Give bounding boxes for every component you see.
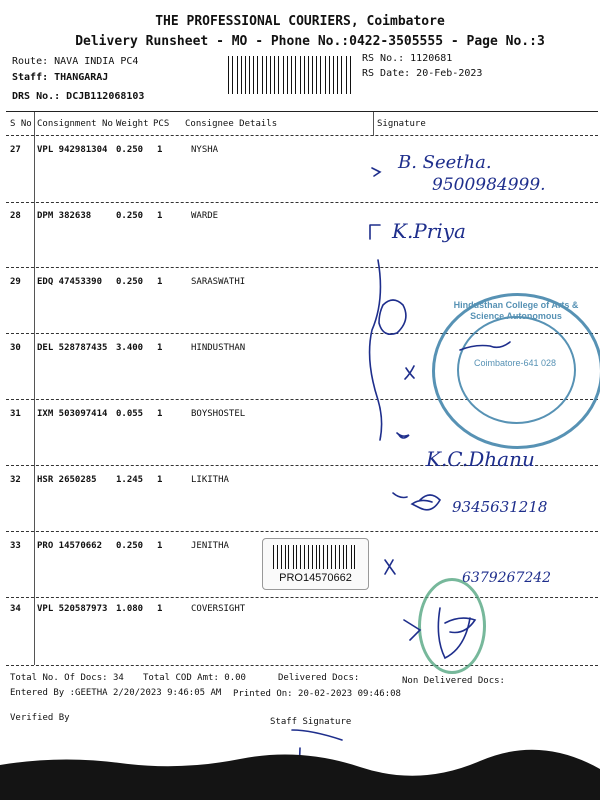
row-weight: 0.055: [116, 409, 144, 419]
row-weight: 0.250: [116, 541, 144, 551]
ink-sig-34b: [445, 618, 475, 632]
sig-27-name: B. Seetha.: [398, 152, 492, 173]
ink-mark-31: [397, 433, 409, 438]
row-sno: 30: [10, 343, 21, 353]
ink-mark-28: [370, 225, 380, 239]
row-sno: 29: [10, 277, 21, 287]
row-weight: 0.250: [116, 145, 144, 155]
non-delivered-docs: Non Delivered Docs:: [402, 676, 505, 686]
row-sno: 33: [10, 541, 21, 551]
row-weight: 3.400: [116, 343, 144, 353]
ink-mark-32: [393, 493, 407, 498]
row-consignment-no: PRO 14570662: [37, 541, 103, 551]
row-consignment-no: HSR 2650285: [37, 475, 97, 485]
total-cod: Total COD Amt: 0.00: [143, 673, 246, 683]
row-sno: 27: [10, 145, 21, 155]
ink-mark-34: [404, 620, 420, 640]
row-sno: 31: [10, 409, 21, 419]
ink-mark-27: [372, 168, 380, 176]
staff-signature-label: Staff Signature: [270, 717, 352, 727]
sig-31: K.C.Dhanu: [426, 447, 535, 471]
route-label: Route: NAVA INDIA PC4: [12, 56, 139, 67]
col-consignee: Consignee Details: [185, 119, 278, 129]
row-pcs: 1: [157, 145, 163, 155]
ink-sig-30: [460, 342, 510, 350]
row-weight: 1.080: [116, 604, 144, 614]
drs-number: DRS No.: DCJB112068103: [12, 91, 145, 102]
sig-33: 6379267242: [462, 570, 552, 586]
sig-27-phone: 9500984999.: [432, 175, 546, 195]
row-consignment-no: VPL 520587973: [37, 604, 108, 614]
col-pcs: PCS: [153, 119, 170, 129]
ink-stroke: [370, 260, 382, 440]
row-sno: 28: [10, 211, 21, 221]
ink-mark-33: [385, 560, 395, 574]
col-sno: S No: [10, 119, 32, 129]
row-weight: 0.250: [116, 211, 144, 221]
row-consignment-no: VPL 942981304: [37, 145, 108, 155]
row-sno: 32: [10, 475, 21, 485]
report-title: THE PROFESSIONAL COURIERS, Coimbatore: [155, 14, 445, 29]
printed-on: Printed On: 20-02-2023 09:46:08: [233, 689, 401, 699]
row-consignee: BOYSHOSTEL: [191, 409, 246, 419]
row-consignment-no: DPM 382638: [37, 211, 92, 221]
verified-by: Verified By: [10, 713, 70, 723]
col-weight: Weight: [116, 119, 149, 129]
col-consignment: Consignment No: [37, 119, 113, 129]
row-consignment-no: EDQ 47453390: [37, 277, 103, 287]
row-consignment-no: IXM 503097414: [37, 409, 108, 419]
staff-label: Staff: THANGARAJ: [12, 72, 109, 83]
row-consignee: LIKITHA: [191, 475, 229, 485]
row-pcs: 1: [157, 475, 163, 485]
row-consignee: JENITHA: [191, 541, 229, 551]
stamp-center-text: Coimbatore-641 028: [473, 358, 557, 368]
total-docs: Total No. Of Docs: 34: [10, 673, 124, 683]
row-pcs: 1: [157, 541, 163, 551]
row-consignment-no: DEL 528787435: [37, 343, 108, 353]
rs-number: RS No.: 1120681: [362, 53, 453, 64]
ink-circle: [379, 300, 406, 334]
row-weight: 1.245: [116, 475, 144, 485]
stamp-ring-text: Hindusthan College of Arts & Science Autonomous: [453, 300, 579, 321]
row-sno: 34: [10, 604, 21, 614]
col-signature: Signature: [377, 119, 426, 129]
row-pcs: 1: [157, 211, 163, 221]
row-consignee: HINDUSTHAN: [191, 343, 246, 353]
row-pcs: 1: [157, 604, 163, 614]
torn-edge: [0, 745, 600, 800]
delivered-docs: Delivered Docs:: [278, 673, 360, 683]
row-consignee: NYSHA: [191, 145, 219, 155]
report-subtitle: Delivery Runsheet - MO - Phone No.:0422-3505555 - Page No.:3: [75, 34, 545, 49]
row-pcs: 1: [157, 409, 163, 419]
sig-32: 9345631218: [452, 498, 548, 516]
row-consignee: SARASWATHI: [191, 277, 246, 287]
row-consignee: WARDE: [191, 211, 219, 221]
sig-28: K.Priya: [392, 219, 466, 243]
row-pcs: 1: [157, 343, 163, 353]
ink-sig-32: [412, 495, 440, 510]
row-weight: 0.250: [116, 277, 144, 287]
sticker-code: PRO14570662: [279, 572, 352, 584]
rs-date: RS Date: 20-Feb-2023: [362, 68, 483, 79]
row-consignee: COVERSIGHT: [191, 604, 246, 614]
row-pcs: 1: [157, 277, 163, 287]
ink-mark-30: [405, 366, 414, 379]
entered-by: Entered By :GEETHA 2/20/2023 9:46:05 AM: [10, 688, 222, 698]
